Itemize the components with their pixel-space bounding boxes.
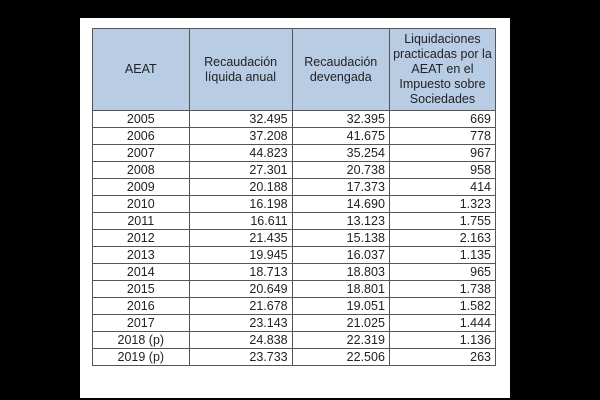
recaudacion-devengada-cell: 14.690 (292, 196, 389, 213)
recaudacion-devengada-cell: 16.037 (292, 247, 389, 264)
year-cell: 2007 (93, 145, 190, 162)
recaudacion-liquida-cell: 20.649 (189, 281, 292, 298)
table-row (93, 247, 496, 264)
table-row (93, 128, 496, 145)
recaudacion-devengada-cell: 20.738 (292, 162, 389, 179)
header-recaudacion-devengada: Recaudación devengada (292, 29, 389, 111)
year-cell: 2017 (93, 315, 190, 332)
liquidaciones-cell: 958 (389, 162, 495, 179)
table-row (93, 281, 496, 298)
recaudacion-liquida-cell: 16.198 (189, 196, 292, 213)
recaudacion-liquida-cell: 37.208 (189, 128, 292, 145)
recaudacion-liquida-cell: 23.733 (189, 349, 292, 366)
header-liquidaciones: Liquidaciones practicadas por la AEAT en el Impuesto sobre Sociedades (389, 29, 495, 111)
recaudacion-liquida-cell: 44.823 (189, 145, 292, 162)
year-cell: 2019 (p) (93, 349, 190, 366)
header-aeat: AEAT (93, 29, 190, 111)
recaudacion-devengada-cell: 32.395 (292, 111, 389, 128)
year-cell: 2014 (93, 264, 190, 281)
table-row (93, 332, 496, 349)
table-row (93, 213, 496, 230)
liquidaciones-cell: 1.323 (389, 196, 495, 213)
liquidaciones-cell: 1.444 (389, 315, 495, 332)
liquidaciones-cell: 669 (389, 111, 495, 128)
table-row (93, 264, 496, 281)
document-sheet (80, 18, 510, 398)
recaudacion-liquida-cell: 16.611 (189, 213, 292, 230)
tax-revenue-table (92, 28, 496, 366)
table-row (93, 349, 496, 366)
recaudacion-devengada-cell: 13.123 (292, 213, 389, 230)
recaudacion-devengada-cell: 19.051 (292, 298, 389, 315)
recaudacion-devengada-cell: 22.319 (292, 332, 389, 349)
year-cell: 2006 (93, 128, 190, 145)
table-row (93, 298, 496, 315)
recaudacion-devengada-cell: 17.373 (292, 179, 389, 196)
recaudacion-liquida-cell: 20.188 (189, 179, 292, 196)
recaudacion-liquida-cell: 32.495 (189, 111, 292, 128)
year-cell: 2011 (93, 213, 190, 230)
recaudacion-devengada-cell: 15.138 (292, 230, 389, 247)
header-recaudacion-liquida: Recaudación líquida anual (189, 29, 292, 111)
recaudacion-liquida-cell: 23.143 (189, 315, 292, 332)
year-cell: 2015 (93, 281, 190, 298)
year-cell: 2018 (p) (93, 332, 190, 349)
liquidaciones-cell: 263 (389, 349, 495, 366)
liquidaciones-cell: 1.738 (389, 281, 495, 298)
recaudacion-liquida-cell: 21.678 (189, 298, 292, 315)
year-cell: 2016 (93, 298, 190, 315)
liquidaciones-cell: 1.755 (389, 213, 495, 230)
table-row (93, 162, 496, 179)
liquidaciones-cell: 1.136 (389, 332, 495, 349)
recaudacion-devengada-cell: 18.801 (292, 281, 389, 298)
recaudacion-devengada-cell: 21.025 (292, 315, 389, 332)
year-cell: 2010 (93, 196, 190, 213)
year-cell: 2005 (93, 111, 190, 128)
table-row (93, 145, 496, 162)
year-cell: 2013 (93, 247, 190, 264)
liquidaciones-cell: 1.582 (389, 298, 495, 315)
table-row (93, 196, 496, 213)
liquidaciones-cell: 965 (389, 264, 495, 281)
liquidaciones-cell: 967 (389, 145, 495, 162)
liquidaciones-cell: 1.135 (389, 247, 495, 264)
recaudacion-devengada-cell: 35.254 (292, 145, 389, 162)
recaudacion-liquida-cell: 19.945 (189, 247, 292, 264)
recaudacion-devengada-cell: 18.803 (292, 264, 389, 281)
liquidaciones-cell: 2.163 (389, 230, 495, 247)
year-cell: 2008 (93, 162, 190, 179)
recaudacion-devengada-cell: 41.675 (292, 128, 389, 145)
header-row (93, 29, 496, 111)
year-cell: 2009 (93, 179, 190, 196)
recaudacion-liquida-cell: 21.435 (189, 230, 292, 247)
table-row (93, 230, 496, 247)
recaudacion-devengada-cell: 22.506 (292, 349, 389, 366)
recaudacion-liquida-cell: 27.301 (189, 162, 292, 179)
recaudacion-liquida-cell: 24.838 (189, 332, 292, 349)
table-body (93, 111, 496, 366)
table-row (93, 111, 496, 128)
table-row (93, 179, 496, 196)
year-cell: 2012 (93, 230, 190, 247)
liquidaciones-cell: 778 (389, 128, 495, 145)
table-row (93, 315, 496, 332)
recaudacion-liquida-cell: 18.713 (189, 264, 292, 281)
liquidaciones-cell: 414 (389, 179, 495, 196)
